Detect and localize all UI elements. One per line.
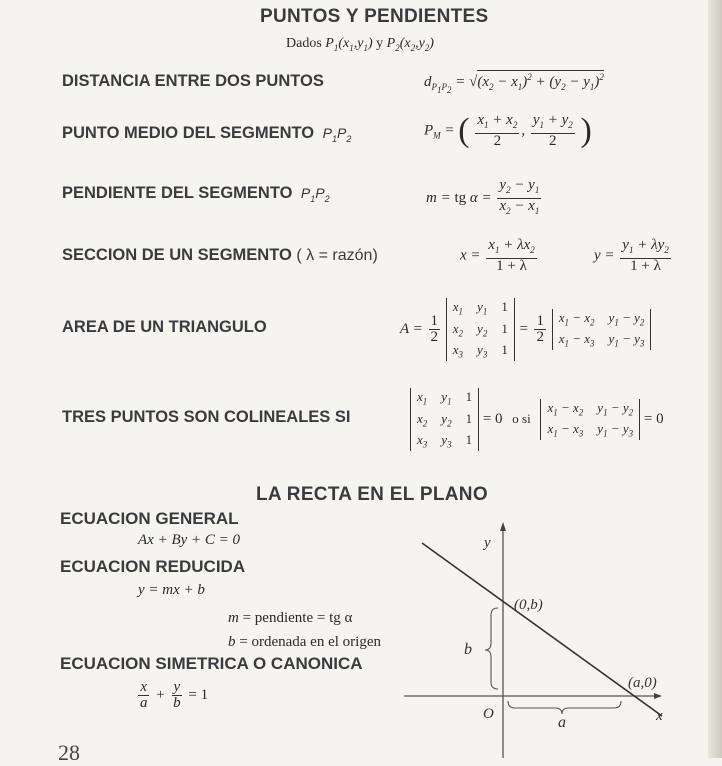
formula-punto-medio: $P_M$ = ( $\frac{x_1 + x_2}{2}$ , $\frac{y_1 + y_2}{2}$ ) — [424, 112, 592, 149]
heading-distancia: DISTANCIA ENTRE DOS PUNTOS — [62, 72, 324, 90]
section-title: LA RECTA EN EL PLANO — [256, 484, 488, 505]
formula-colineales: $x_1$ $y_1$ 1 $x_2$ $y_2$ 1 $x_3$ $y_3$ 1 = 0 o si $x_1 - x_2$ $y_1 - y_2$ $x_1 - x_3$ $y_1 - y_3$ = 0 — [410, 388, 664, 451]
point-a-label: (a,0) — [628, 675, 657, 691]
heading-seccion: SECCION DE UN SEGMENTO ( λ = razón) — [62, 246, 378, 264]
formula-distancia: $d_{P_1P_2} = √(x_2 - x_1)^2 + (y_2 - y_1)^2$ — [424, 72, 604, 95]
formula-seccion-x: x = $\frac{x_1 + \lambda x_2}{1 + \lambda}$ — [460, 237, 535, 274]
page-number: 28 — [58, 740, 80, 765]
page-title: PUNTOS Y PENDIENTES — [260, 6, 489, 27]
formula-seccion-y: y = $\frac{y_1 + \lambda y_2}{1 + \lambda}$ — [594, 237, 669, 274]
b-segment-label: b — [464, 641, 472, 658]
recta-line — [422, 543, 662, 716]
heading-ecuacion-reducida: ECUACION REDUCIDA — [60, 557, 246, 576]
heading-ecuacion-simetrica: ECUACION SIMETRICA O CANONICA — [60, 654, 363, 673]
x-axis-label: x — [656, 708, 663, 724]
a-segment-label: a — [558, 714, 566, 731]
heading-pendiente: PENDIENTE DEL SEGMENTO $P_1P_2$ — [62, 184, 330, 204]
def-pendiente: m = pendiente = tg α — [228, 610, 353, 626]
point-b-label: (0,b) — [514, 597, 543, 613]
formula-area: A = $\frac{1}{2}$ $x_1$ $y_1$ 1 $x_2$ $y_2$ 1 $x_3$ $y_3$ 1 = $\frac{1}{2}$ $x_1 - x_2$ $y_1 - y_2$ $x_1 - x_3$ $y_1 - y_3$ — [400, 298, 651, 361]
origin-label: O — [483, 706, 494, 722]
eq-reducida: y = mx + b — [138, 582, 205, 598]
a-brace — [508, 701, 621, 714]
b-brace — [485, 608, 498, 689]
eq-general: Ax + By + C = 0 — [138, 532, 241, 548]
heading-area: AREA DE UN TRIANGULO — [62, 318, 267, 336]
y-axis-arrow — [500, 522, 506, 531]
y-axis-label: y — [484, 535, 491, 551]
formula-pendiente: m = tg α = $\frac{y_2 - y_1}{x_2 - x_1}$ — [426, 177, 540, 216]
def-ordenada: b = ordenada en el origen — [228, 634, 381, 650]
x-axis-arrow — [654, 693, 662, 699]
page-edge — [708, 0, 722, 758]
heading-colineales: TRES PUNTOS SON COLINEALES SI — [62, 408, 351, 426]
heading-ecuacion-general: ECUACION GENERAL — [60, 509, 239, 528]
heading-punto-medio: PUNTO MEDIO DEL SEGMENTO $P_1P_2$ — [62, 124, 352, 144]
line-graph — [400, 515, 700, 758]
eq-simetrica: $\frac{x}{a}$ + $\frac{y}{b}$ = 1 — [140, 679, 209, 711]
given-points: Dados $P_1(x_1,y_1)$ y $P_2(x_2,y_2)$ — [286, 36, 434, 53]
